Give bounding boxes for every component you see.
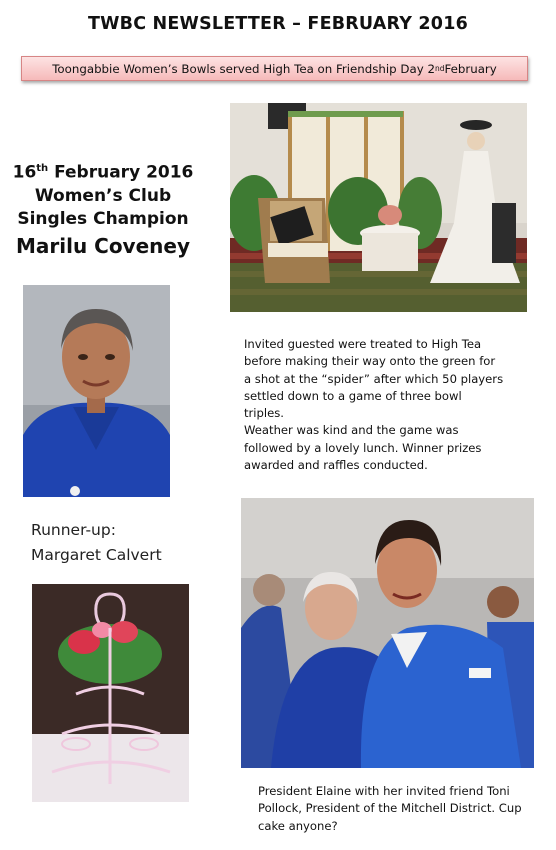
champion-day: 16 [12,162,37,183]
banner-superscript: nd [434,64,445,73]
champion-title: Singles Champion [17,208,189,229]
article-line: triples. [244,406,284,421]
banner-text-end: February [444,61,497,76]
president-and-friend-photo [241,498,534,768]
article-line: Invited guested were treated to High Tea [244,337,482,351]
champion-heading [0,157,206,261]
article-line: Weather was kind and the game was [244,423,459,438]
runner-up-label: Runner-up: [31,521,116,539]
banner-text: Toongabbie Women’s Bowls served High Tea on Friendship Day 2 [52,61,435,76]
friendship-day-banner [21,56,528,81]
caption-line: Pollock, President of the Mitchell District. Cup [258,801,522,816]
champion-portrait-photo [23,285,170,497]
cupcake-stand-photo [32,584,189,802]
champion-club: Women’s Club [34,185,172,206]
article-line: a shot at the “spider” after which 50 players [244,371,504,386]
runner-up-block [31,518,162,568]
newsletter-title: TWBC NEWSLETTER – FEBRUARY 2016 [88,14,468,34]
article-line: followed by a lovely lunch. Winner prizes [244,440,482,455]
champion-date [0,157,206,185]
high-tea-display-photo [230,103,527,312]
champion-name: Marilu Coveney [15,233,191,258]
article-line: awarded and raffles conducted. [244,458,428,473]
article-text [244,336,503,474]
runner-up-name: Margaret Calvert [31,546,162,564]
article-line: before making their way onto the green for [244,354,496,369]
caption-line: cake anyone? [258,818,338,833]
article-line: settled down to a game of three bowl [244,388,462,403]
caption-line: President Elaine with her invited friend Toni [258,784,510,798]
champion-day-suffix: th [36,163,49,174]
photo-caption [258,783,522,835]
champion-date-rest: February 2016 [48,162,194,183]
